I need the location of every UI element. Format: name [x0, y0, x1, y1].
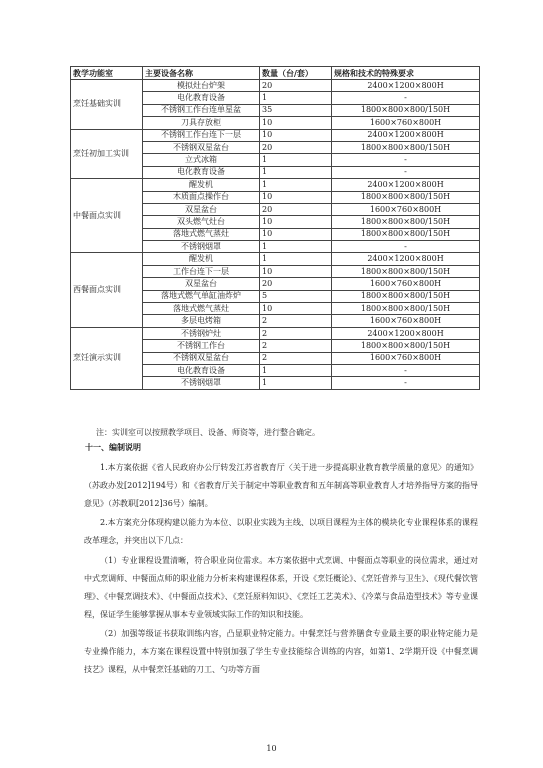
quantity-cell: 2	[260, 327, 332, 339]
quantity-cell: 20	[260, 80, 332, 92]
spec-cell: 1800×800×800/150H	[332, 340, 480, 352]
quantity-cell: 10	[260, 265, 332, 277]
spec-cell: -	[332, 377, 480, 389]
quantity-cell: 1	[260, 92, 332, 104]
equipment-cell: 立式冰箱	[143, 154, 260, 166]
spec-cell: 1800×800×800/150H	[332, 303, 480, 315]
equipment-cell: 工作台连下一层	[143, 265, 260, 277]
quantity-cell: 1	[260, 179, 332, 191]
room-cell: 西餐面点实训	[71, 253, 143, 327]
equipment-cell: 双星盆台	[143, 203, 260, 215]
equipment-cell: 不锈钢工作台连单星盆	[143, 104, 260, 116]
equipment-cell: 落地式燃气蒸灶	[143, 228, 260, 240]
equipment-cell: 不锈钢工作台	[143, 340, 260, 352]
table-row	[71, 179, 480, 191]
equipment-cell: 不锈钢烟罩	[143, 377, 260, 389]
quantity-cell: 10	[260, 191, 332, 203]
table-row	[71, 253, 480, 265]
equipment-cell: 醒发机	[143, 179, 260, 191]
table-row	[71, 80, 480, 92]
spec-cell: 1600×760×800H	[332, 278, 480, 290]
equipment-cell: 不锈钢烟罩	[143, 241, 260, 253]
spec-cell: 1800×800×800/150H	[332, 290, 480, 302]
quantity-cell: 10	[260, 228, 332, 240]
spec-cell: 1800×800×800/150H	[332, 216, 480, 228]
header-quantity: 数量（台/套）	[260, 67, 332, 80]
spec-cell: 2400×1200×800H	[332, 179, 480, 191]
spec-cell: 2400×1200×800H	[332, 327, 480, 339]
equipment-cell: 落地式燃气蒸灶	[143, 303, 260, 315]
section-title: 十一、编制说明	[85, 442, 141, 452]
quantity-cell: 10	[260, 303, 332, 315]
spec-cell: 1800×800×800/150H	[332, 104, 480, 116]
spec-cell: 1800×800×800/150H	[332, 228, 480, 240]
equipment-cell: 木质面点操作台	[143, 191, 260, 203]
spec-cell: 1600×760×800H	[332, 315, 480, 327]
equipment-cell: 不锈钢双星盆台	[143, 352, 260, 364]
spec-cell: -	[332, 92, 480, 104]
paragraph-1: 1.本方案依据《省人民政府办公厅转发江苏省教育厅〈关于进一步提高职业教育教学质量的意见〉的通知》（苏政办发[2012]194号）和《省教育厅关于制定中等职业教育和五年制高等职业教育人才培养指导方案的指导意见》（苏教职[2012]36号）编制。	[84, 463, 478, 508]
table-row	[71, 129, 480, 141]
room-cell: 中餐面点实训	[71, 179, 143, 253]
spec-cell: -	[332, 154, 480, 166]
quantity-cell: 10	[260, 129, 332, 141]
equipment-cell: 不锈钢双星盆台	[143, 141, 260, 153]
spec-cell: 1800×800×800/150H	[332, 265, 480, 277]
page-number: 10	[266, 744, 277, 753]
header-spec: 规格和技术的特殊要求	[332, 67, 480, 80]
spec-cell: -	[332, 241, 480, 253]
equipment-cell: 电化教育设备	[143, 364, 260, 376]
spec-cell: 1600×760×800H	[332, 117, 480, 129]
quantity-cell: 1	[260, 241, 332, 253]
spec-cell: 2400×1200×800H	[332, 253, 480, 265]
quantity-cell: 1	[260, 253, 332, 265]
spec-cell: 1600×760×800H	[332, 203, 480, 215]
spec-cell: 2400×1200×800H	[332, 129, 480, 141]
room-cell: 烹饪初加工实训	[71, 129, 143, 179]
equipment-cell: 刀具存放柜	[143, 117, 260, 129]
quantity-cell: 2	[260, 315, 332, 327]
equipment-cell: 不锈钢工作台连下一层	[143, 129, 260, 141]
quantity-cell: 2	[260, 352, 332, 364]
paragraph-4: （2）加强等级证书获取训练内容，凸显职业特定能力。中餐烹饪与营养膳食专业最主要的职业特定能力是专业操作能力，本方案在课程设置中特别加强了学生专业技能综合训练的内容，如第1、2学期开设《中餐烹调技艺》课程，从中餐烹饪基础的刀工、勺功等方面	[84, 629, 478, 674]
equipment-cell: 模拟灶台炉架	[143, 80, 260, 92]
room-cell: 烹饪演示实训	[71, 327, 143, 389]
room-cell: 烹饪基础实训	[71, 80, 143, 130]
quantity-cell: 10	[260, 117, 332, 129]
table-row	[71, 327, 480, 339]
spec-cell: 2400×1200×800H	[332, 80, 480, 92]
quantity-cell: 1	[260, 166, 332, 178]
quantity-cell: 5	[260, 290, 332, 302]
equipment-cell: 电化教育设备	[143, 92, 260, 104]
spec-cell: 1600×760×800H	[332, 352, 480, 364]
spec-cell: -	[332, 166, 480, 178]
quantity-cell: 35	[260, 104, 332, 116]
equipment-cell: 电化教育设备	[143, 166, 260, 178]
equipment-table	[70, 66, 480, 390]
spec-cell: 1800×800×800/150H	[332, 141, 480, 153]
equipment-cell: 落地式燃气单缸油炸炉	[143, 290, 260, 302]
paragraph-3: （1）专业课程设置清晰，符合职业岗位需求。本方案依据中式烹调、中餐面点等职业的岗位需求，通过对中式烹调师、中餐面点师的职业能力分析来构建课程体系，开设《烹饪概论》、《烹饪营养与卫生》、《现代餐饮管理》、《中餐烹调技术》、《中餐面点技术》、《烹饪原料知识》、《烹饪工艺美术》、《冷菜与食品造型技术》等专业课程，保证学生能够掌握从事本专业领域实际工作的知识和技能。	[84, 556, 478, 619]
header-equipment: 主要设备名称	[143, 67, 260, 80]
table-note: 注：实训室可以按照教学项目、设备、师资等，进行整合确定。	[96, 428, 320, 437]
table-header-row	[71, 67, 480, 80]
quantity-cell: 1	[260, 377, 332, 389]
spec-cell: 1800×800×800/150H	[332, 191, 480, 203]
quantity-cell: 10	[260, 216, 332, 228]
paragraph-2: 2.本方案充分体现构建以能力为本位、以职业实践为主线、以项目课程为主体的模块化专业课程体系的课程改革理念，并突出以下几点：	[84, 518, 478, 545]
equipment-cell: 双头燃气灶台	[143, 216, 260, 228]
table-body	[71, 80, 480, 390]
quantity-cell: 1	[260, 154, 332, 166]
equipment-cell: 不锈钢炉灶	[143, 327, 260, 339]
quantity-cell: 20	[260, 141, 332, 153]
quantity-cell: 20	[260, 278, 332, 290]
spec-cell: -	[332, 364, 480, 376]
quantity-cell: 20	[260, 203, 332, 215]
header-room: 教学功能室	[71, 67, 143, 80]
quantity-cell: 2	[260, 340, 332, 352]
quantity-cell: 1	[260, 364, 332, 376]
equipment-cell: 多层电烤箱	[143, 315, 260, 327]
equipment-cell: 双星盆台	[143, 278, 260, 290]
equipment-cell: 醒发机	[143, 253, 260, 265]
